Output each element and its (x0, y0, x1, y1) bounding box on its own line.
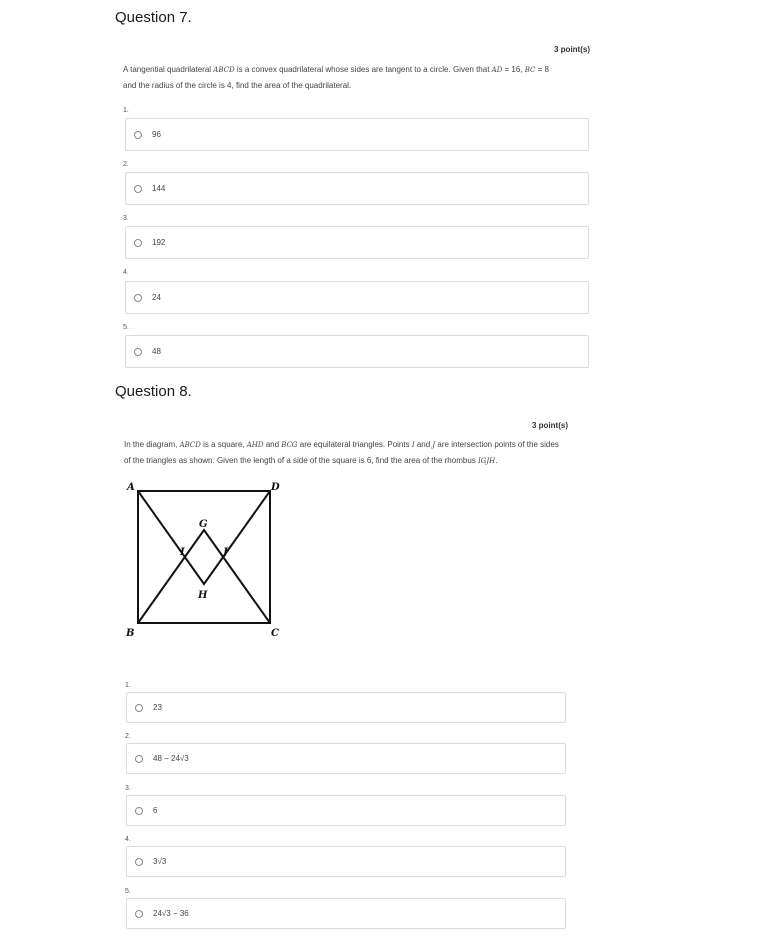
label-a: A (127, 482, 135, 493)
q7-option-1[interactable] (125, 118, 589, 151)
option-number: 1. (123, 107, 129, 114)
option-number: 5. (123, 324, 129, 331)
q7-option-5[interactable] (125, 335, 589, 368)
radio-button-icon[interactable] (135, 858, 143, 866)
radio-button-icon[interactable] (134, 185, 142, 193)
question-8-text (124, 437, 584, 469)
label-i: I (180, 547, 185, 558)
option-label: 48 (152, 347, 161, 356)
triangle-bcg (138, 530, 270, 623)
radio-button-icon[interactable] (134, 348, 142, 356)
option-label: 23 (153, 703, 162, 712)
radio-button-icon[interactable] (134, 239, 142, 247)
triangle-ahd (138, 491, 270, 584)
option-number: 3. (125, 785, 131, 792)
option-label: 24√3 − 36 (153, 909, 189, 918)
question-7-text-line1: A tangential quadrilateral ABCD is a convex quadrilateral whose sides are tangent to a circle. Given that AD = 16, BC = 8 (123, 65, 549, 74)
q8-option-2[interactable] (126, 743, 566, 774)
q8-option-1[interactable] (126, 692, 566, 723)
option-number: 2. (125, 733, 131, 740)
label-d: D (271, 482, 280, 493)
question-7-title: Question 7. (115, 9, 192, 26)
option-label: 6 (153, 806, 158, 815)
radio-button-icon[interactable] (134, 131, 142, 139)
q7-option-3[interactable] (125, 226, 589, 259)
question-8-text-line1: In the diagram, ABCD is a square, AHD and BCG are equilateral triangles. Points I and J are intersection points of the sides (124, 440, 559, 449)
question-8-title: Question 8. (115, 383, 192, 400)
option-label: 144 (152, 184, 166, 193)
option-number: 1. (125, 682, 131, 689)
q8-option-3[interactable] (126, 795, 566, 826)
radio-button-icon[interactable] (135, 910, 143, 918)
label-c: C (271, 628, 279, 639)
label-h: H (198, 590, 208, 601)
option-number: 4. (125, 836, 131, 843)
option-label: 24 (152, 293, 161, 302)
label-j: J (223, 547, 228, 558)
option-label: 96 (152, 130, 161, 139)
radio-button-icon[interactable] (134, 294, 142, 302)
radio-button-icon[interactable] (135, 755, 143, 763)
geometry-diagram (120, 476, 290, 646)
question-7-text (123, 62, 593, 93)
square-abcd (138, 491, 270, 623)
option-number: 2. (123, 161, 129, 168)
option-label: 3√3 (153, 857, 167, 866)
option-number: 4. (123, 269, 129, 276)
question-8-text-line2: of the triangles as shown. Given the length of a side of the square is 6, find the area of the rhombus IGJH. (124, 456, 498, 465)
option-label: 192 (152, 238, 166, 247)
radio-button-icon[interactable] (135, 704, 143, 712)
q8-option-4[interactable] (126, 846, 566, 877)
question-8-points: 3 point(s) (532, 421, 568, 430)
option-number: 3. (123, 215, 129, 222)
option-label: 48 − 24√3 (153, 754, 189, 763)
q8-option-5[interactable] (126, 898, 566, 929)
option-number: 5. (125, 888, 131, 895)
label-b: B (126, 628, 135, 639)
question-7-points: 3 point(s) (554, 45, 590, 54)
label-g: G (199, 519, 208, 530)
q7-option-2[interactable] (125, 172, 589, 205)
radio-button-icon[interactable] (135, 807, 143, 815)
question-7-text-line2: and the radius of the circle is 4, find the area of the quadrilateral. (123, 81, 352, 90)
q7-option-4[interactable] (125, 281, 589, 314)
